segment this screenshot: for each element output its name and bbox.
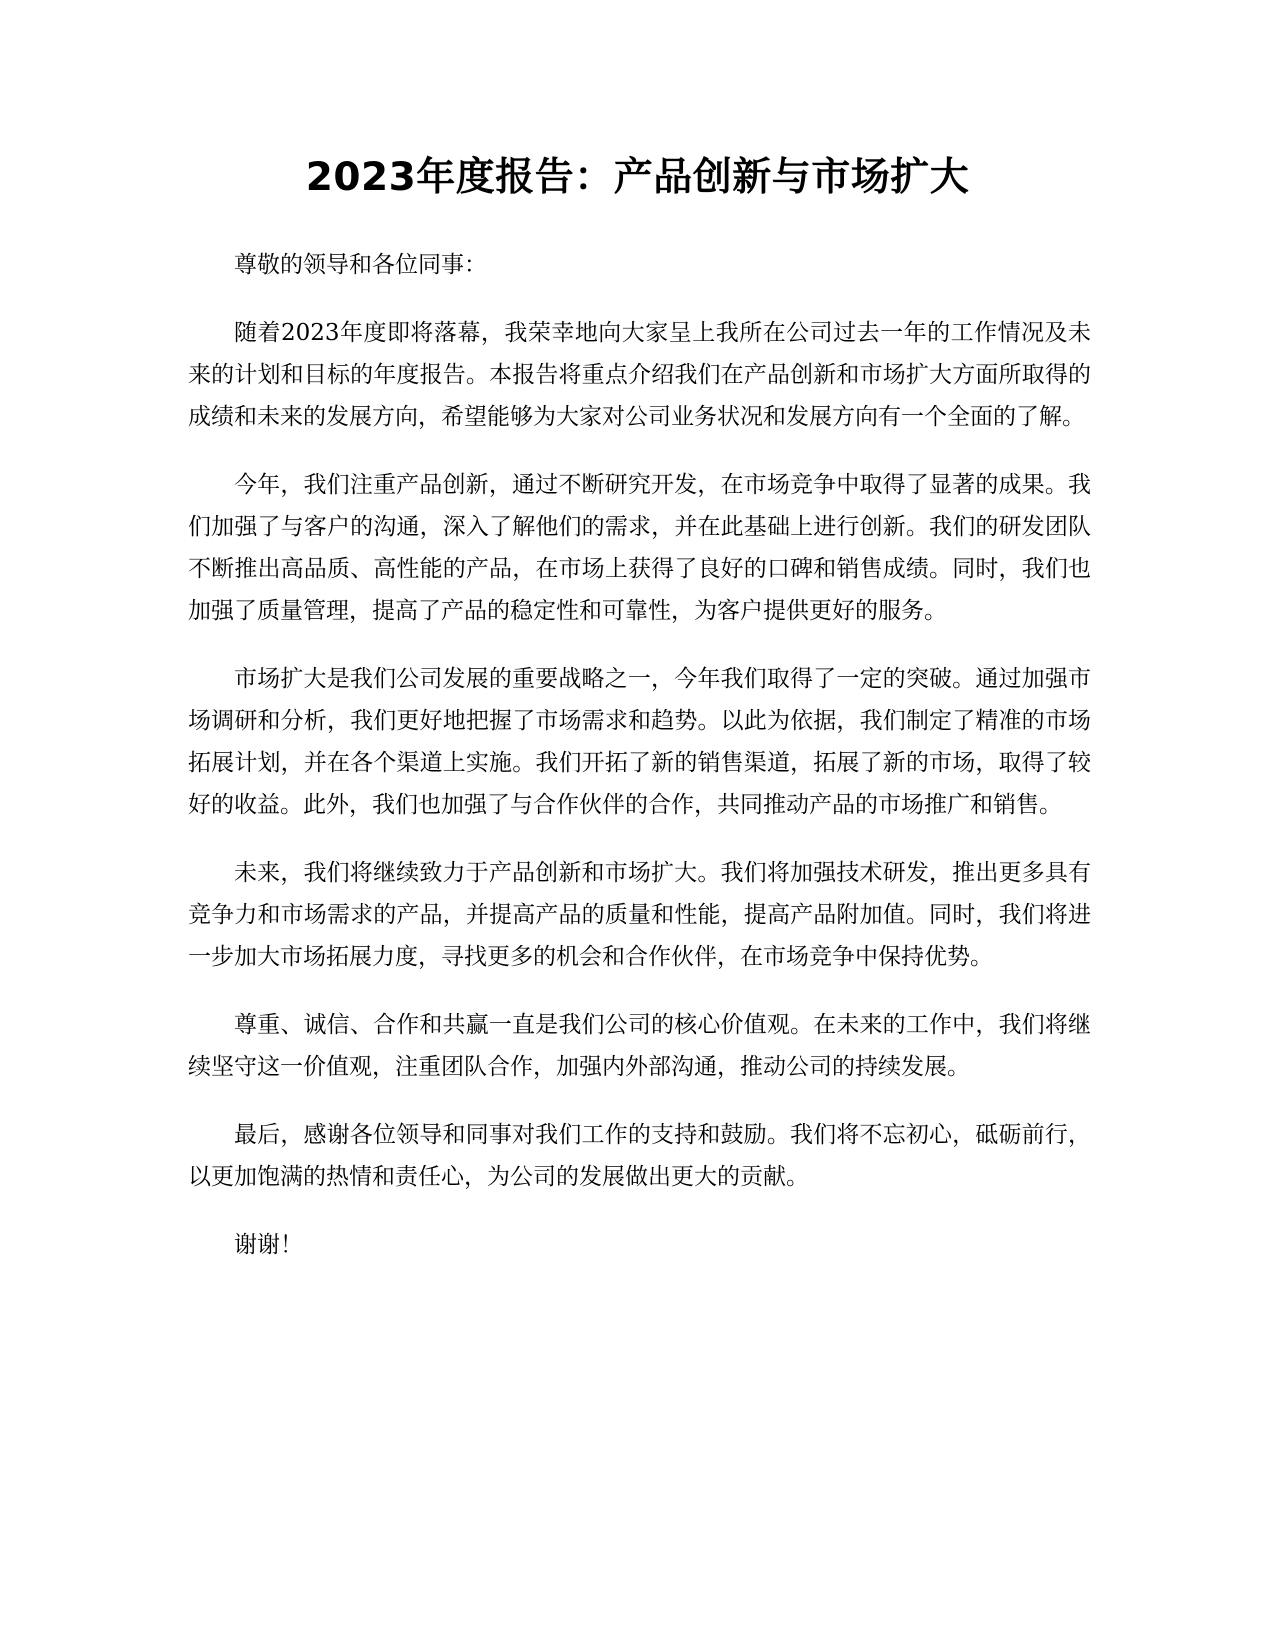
closing: 谢谢！ (234, 1232, 303, 1258)
paragraph-intro: 随着2023年度即将落幕，我荣幸地向大家呈上我所在公司过去一年的工作情况及未来的计划和目标的年度报告。本报告将重点介绍我们在产品创新和市场扩大方面所取得的成绩和未来的发展方向，希望能够为大家对公司业务状况和发展方向有一个全面的了解。 (188, 320, 1091, 430)
document-title: 2023年度报告：产品创新与市场扩大 (305, 155, 970, 200)
paragraph-product-innovation: 今年，我们注重产品创新，通过不断研究开发，在市场竞争中取得了显著的成果。我们加强了与客户的沟通，深入了解他们的需求，并在此基础上进行创新。我们的研发团队不断推出高品质、高性能的产品，在市场上获得了良好的口碑和销售成绩。同时，我们也加强了质量管理，提高了产品的稳定性和可靠性，为客户提供更好的服务。 (188, 472, 1091, 624)
paragraph-future-plans: 未来，我们将继续致力于产品创新和市场扩大。我们将加强技术研发，推出更多具有竞争力和市场需求的产品，并提高产品的质量和性能，提高产品附加值。同时，我们将进一步加大市场拓展力度，寻找更多的机会和合作伙伴，在市场竞争中保持优势。 (188, 860, 1091, 970)
paragraph-market-expansion: 市场扩大是我们公司发展的重要战略之一，今年我们取得了一定的突破。通过加强市场调研和分析，我们更好地把握了市场需求和趋势。以此为依据，我们制定了精准的市场拓展计划，并在各个渠道上实施。我们开拓了新的销售渠道，拓展了新的市场，取得了较好的收益。此外，我们也加强了与合作伙伴的合作，共同推动产品的市场推广和销售。 (188, 666, 1091, 818)
paragraph-thanks: 最后，感谢各位领导和同事对我们工作的支持和鼓励。我们将不忘初心，砥砺前行，以更加饱满的热情和责任心，为公司的发展做出更大的贡献。 (188, 1122, 1091, 1190)
paragraph-core-values: 尊重、诚信、合作和共赢一直是我们公司的核心价值观。在未来的工作中，我们将继续坚守这一价值观，注重团队合作，加强内外部沟通，推动公司的持续发展。 (188, 1012, 1091, 1080)
greeting: 尊敬的领导和各位同事： (234, 252, 487, 278)
document-body (188, 244, 1091, 1292)
